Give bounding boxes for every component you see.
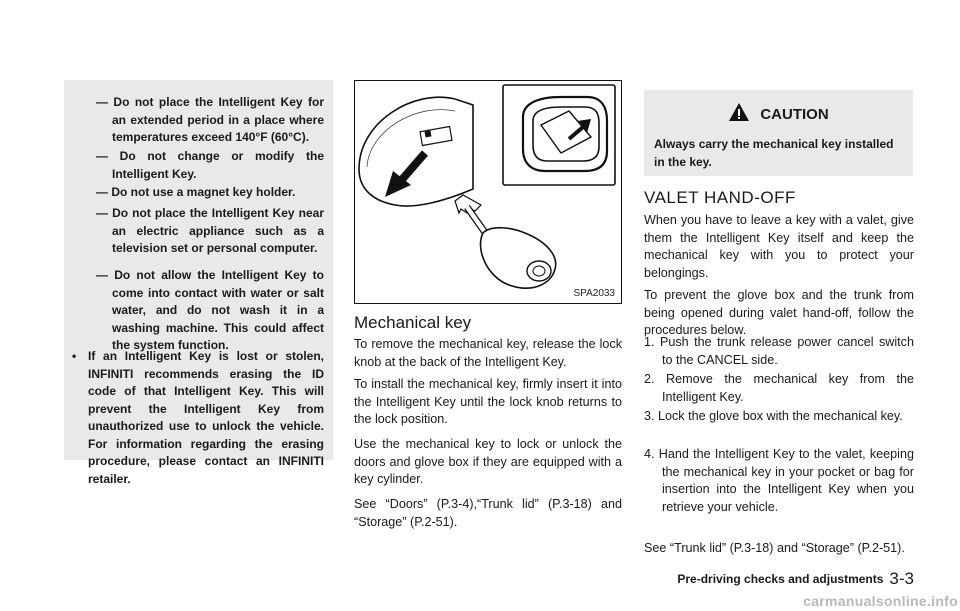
paragraph: See “Trunk lid” (P.3-18) and “Storage” (P.2-51). [644, 541, 905, 555]
footer-section: Pre-driving checks and adjustments [677, 572, 884, 586]
paragraph: To remove the mechanical key, release the lock knob at the back of the Intelligent Key. [354, 337, 622, 369]
procedure-step: 3. Lock the glove box with the mechanical key. [644, 409, 903, 423]
caution-title: CAUTION [760, 106, 829, 123]
procedure-step: 1. Push the trunk release power cancel switch to the CANCEL side. [644, 335, 914, 367]
figure-label: SPA2033 [573, 288, 615, 299]
paragraph: To install the mechanical key, firmly insert it into the Intelligent Key until the lock knob returns to the lock position. [354, 377, 622, 426]
watermark: carmanualsonline.info [803, 593, 958, 609]
bullet-symbol: • [72, 349, 77, 363]
paragraph: When you have to leave a key with a valet, give them the Intelligent Key itself and keep the mechanical key with you to protect your belongings. [644, 213, 914, 280]
warning-item: — Do not allow the Intelligent Key to come into contact with water or salt water, and do not wash it in a washing machine. This could affect the system function. [96, 268, 324, 352]
caution-box [644, 90, 913, 176]
warning-item: — Do not change or modify the Intelligent Key. [96, 149, 324, 181]
key-diagram-icon [355, 81, 620, 302]
bullet-item [72, 348, 324, 488]
warning-triangle-icon [728, 102, 750, 126]
paragraph: To prevent the glove box and the trunk from being opened during valet hand-off, follow the procedures below. [644, 288, 914, 337]
page-footer [677, 569, 914, 589]
key-illustration [354, 80, 622, 304]
caution-text: Always carry the mechanical key installed in the key. [654, 137, 894, 169]
section-heading-valet: VALET HAND-OFF [644, 188, 796, 207]
caution-header [644, 102, 913, 126]
warning-item: — Do not place the Intelligent Key for an extended period in a place where temperatures exceed 140°F (60°C). [96, 95, 324, 144]
page-number: 3-3 [889, 569, 914, 588]
bullet-text: If an Intelligent Key is lost or stolen, INFINITI recommends erasing the ID code of that Intelligent Key. This will prevent the Intelligent Key from unauthorized use to unlock the vehicle. For information regarding the erasing procedure, please contact an INFINITI retailer. [88, 349, 324, 486]
warning-item: — Do not place the Intelligent Key near an electric appliance such as a television set or personal computer. [96, 206, 324, 255]
paragraph: See “Doors” (P.3-4),“Trunk lid” (P.3-18) and “Storage” (P.2-51). [354, 497, 622, 529]
procedure-step: 2. Remove the mechanical key from the Intelligent Key. [644, 372, 914, 404]
procedure-step: 4. Hand the Intelligent Key to the valet, keeping the mechanical key in your pocket or bag for insertion into the Intelligent Key when you retrieve your vehicle. [644, 447, 914, 514]
paragraph: Use the mechanical key to lock or unlock the doors and glove box if they are equipped with a key cylinder. [354, 437, 622, 486]
section-heading-mechanical-key: Mechanical key [354, 313, 472, 332]
warning-item: — Do not use a magnet key holder. [96, 185, 296, 199]
